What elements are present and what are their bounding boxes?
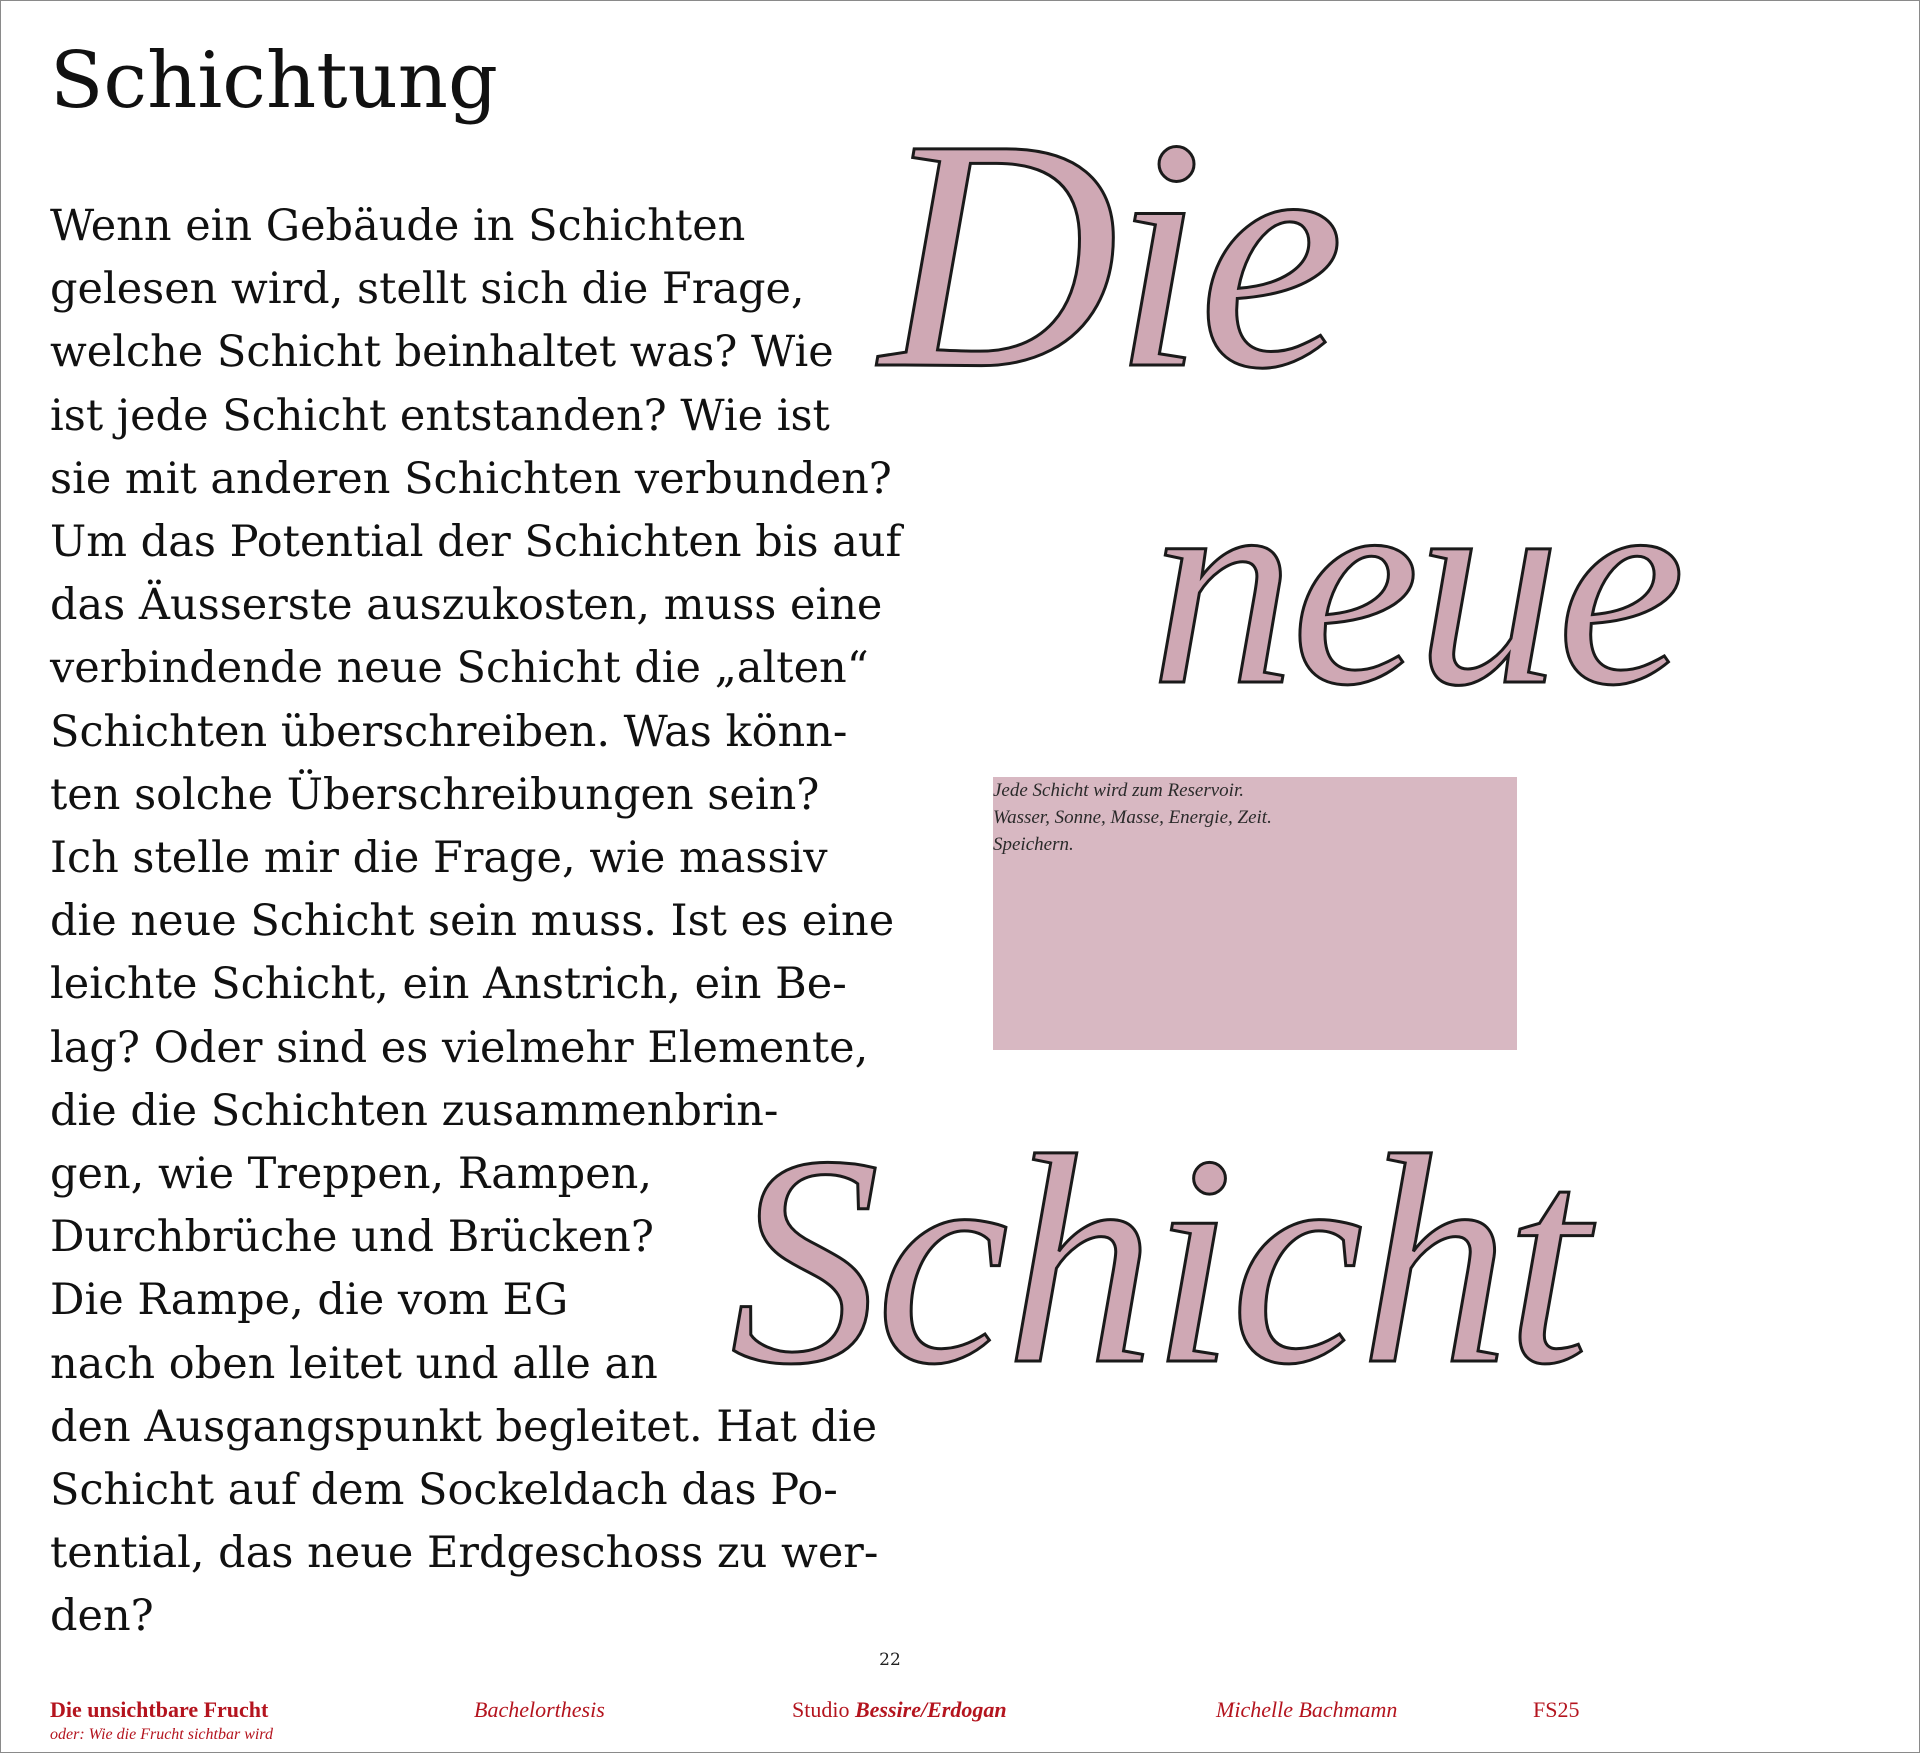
body-line: ist jede Schicht entstanden? Wie ist <box>50 390 830 441</box>
footer-thesis: Bachelorthesis <box>474 1697 605 1722</box>
body-line: den Ausgangspunkt begleitet. Hat die <box>50 1401 878 1452</box>
body-text <box>50 195 950 1649</box>
footer-title: Die unsichtbare Frucht <box>50 1697 269 1722</box>
footer-subtitle: oder: Wie die Frucht sichtbar wird <box>50 1726 273 1743</box>
body-line: Ich stelle mir die Frage, wie massiv <box>50 833 828 884</box>
page-number: 22 <box>879 1650 901 1670</box>
body-line: tential, das neue Erdgeschoss zu wer- <box>50 1528 879 1579</box>
footer-studio-name: Bessire/Erdogan <box>854 1697 1007 1722</box>
body-line: den? <box>50 1591 154 1642</box>
body-line: das Äusserste auszukosten, muss eine <box>50 580 883 631</box>
body-line: lag? Oder sind es vielmehr Elemente, <box>50 1022 869 1073</box>
body-line: die neue Schicht sein muss. Ist es eine <box>50 896 895 947</box>
body-line: ten solche Überschreibungen sein? <box>50 769 820 820</box>
body-line: Um das Potential der Schichten bis auf <box>50 517 902 568</box>
display-word-die: Die <box>880 72 1339 437</box>
body-line: welche Schicht beinhaltet was? Wie <box>50 327 834 378</box>
note-line: Jede Schicht wird zum Reservoir. <box>993 780 1244 801</box>
note-box <box>993 777 1517 1050</box>
body-line: Schicht auf dem Sockeldach das Po- <box>50 1465 838 1516</box>
footer-studio-prefix: Studio <box>792 1697 850 1722</box>
body-line: die die Schichten zusammenbrin- <box>50 1085 779 1136</box>
body-line: Schichten überschreiben. Was könn- <box>50 706 848 757</box>
footer-author: Michelle Bachmamn <box>1216 1697 1398 1722</box>
body-line: leichte Schicht, ein Anstrich, ein Be- <box>50 959 847 1010</box>
body-line: sie mit anderen Schichten verbunden? <box>50 453 892 504</box>
footer-term: FS25 <box>1533 1697 1580 1722</box>
body-line: Wenn ein Gebäude in Schichten <box>50 201 746 251</box>
body-line: Durchbrüche und Brücken? <box>50 1212 654 1263</box>
note-line: Wasser, Sonne, Masse, Energie, Zeit. <box>993 807 1272 828</box>
body-line: verbindende neue Schicht die „alten“ <box>50 643 869 694</box>
note-line: Speichern. <box>993 834 1074 855</box>
display-word-neue: neue <box>1150 424 1682 745</box>
body-line: Die Rampe, die vom EG <box>50 1275 569 1326</box>
display-word-schicht: Schicht <box>730 1094 1586 1426</box>
body-line: nach oben leitet und alle an <box>50 1338 658 1389</box>
page-title: Schichtung <box>50 36 498 126</box>
body-line: gen, wie Treppen, Rampen, <box>50 1149 652 1200</box>
body-line: gelesen wird, stellt sich die Frage, <box>50 264 805 315</box>
footer-studio <box>792 1697 1007 1723</box>
